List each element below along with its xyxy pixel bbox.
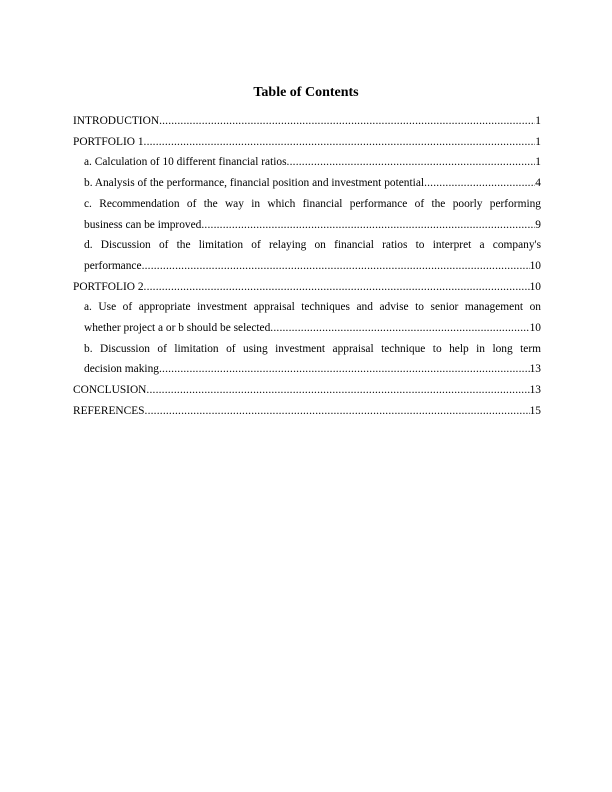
toc-page-number: 10 (529, 280, 541, 293)
dot-leader (159, 111, 535, 132)
toc-entry-label: a. Calculation of 10 different financial ratios (84, 156, 287, 169)
toc-entry[interactable] (73, 173, 541, 194)
table-of-contents (73, 111, 541, 422)
toc-entry-line (84, 359, 541, 380)
toc-page-number: 13 (529, 363, 541, 376)
toc-entry[interactable] (73, 132, 541, 153)
toc-entry-label: business can be improved (84, 218, 202, 231)
dot-leader (144, 277, 530, 298)
dot-leader (270, 318, 529, 339)
toc-entry-text: b. Discussion of limitation of using investment appraisal technique to help in long term (84, 342, 541, 355)
toc-page-number: 10 (529, 322, 541, 335)
toc-entry-line (73, 111, 541, 132)
toc-entry-line (73, 132, 541, 153)
toc-entry-label: b. Analysis of the performance, financial position and investment potential (84, 177, 425, 190)
toc-entry[interactable] (73, 339, 541, 380)
dot-leader (201, 215, 535, 236)
dot-leader (142, 256, 530, 277)
dot-leader (159, 359, 530, 380)
toc-page-number: 10 (529, 259, 541, 272)
toc-page-number: 4 (535, 177, 541, 190)
toc-entry-line (73, 401, 541, 422)
toc-entry-label: whether project a or b should be selected (84, 322, 271, 335)
toc-entry-text: d. Discussion of the limitation of relaying on financial ratios to interpret a company's (84, 239, 541, 252)
toc-entry-label: PORTFOLIO 1 (73, 135, 144, 148)
toc-entry[interactable] (73, 297, 541, 338)
dot-leader (424, 173, 535, 194)
toc-page-number: 9 (535, 218, 541, 231)
toc-entry[interactable] (73, 152, 541, 173)
toc-page-number: 15 (529, 404, 541, 417)
toc-entry-text: c. Recommendation of the way in which financial performance of the poorly performing (84, 197, 541, 210)
toc-entry-line (73, 380, 541, 401)
toc-entry[interactable] (73, 194, 541, 235)
toc-page-number: 1 (535, 156, 541, 169)
toc-page-number: 1 (535, 135, 541, 148)
toc-entry-text: a. Use of appropriate investment appraisal techniques and advise to senior management on (84, 301, 541, 314)
toc-entry-label: performance (84, 259, 142, 272)
toc-entry-line (84, 173, 541, 194)
dot-leader (146, 380, 529, 401)
toc-entry[interactable] (73, 380, 541, 401)
toc-entry-line (84, 256, 541, 277)
toc-entry-label: CONCLUSION (73, 384, 147, 397)
toc-page-number: 13 (529, 384, 541, 397)
toc-entry[interactable] (73, 401, 541, 422)
toc-entry[interactable] (73, 277, 541, 298)
toc-entry[interactable] (73, 235, 541, 276)
dot-leader (287, 152, 536, 173)
toc-entry-label: decision making (84, 363, 159, 376)
dot-leader (145, 401, 530, 422)
toc-entry-line (73, 277, 541, 298)
toc-entry-line (84, 152, 541, 173)
toc-title: Table of Contents (253, 85, 359, 100)
toc-entry-label: PORTFOLIO 2 (73, 280, 144, 293)
toc-entry-line (84, 318, 541, 339)
toc-entry[interactable] (73, 111, 541, 132)
toc-entry-label: INTRODUCTION (73, 115, 160, 127)
toc-page-number: 1 (535, 115, 541, 127)
toc-entry-line (84, 215, 541, 236)
toc-entry-label: REFERENCES (73, 404, 145, 417)
dot-leader (144, 132, 536, 153)
